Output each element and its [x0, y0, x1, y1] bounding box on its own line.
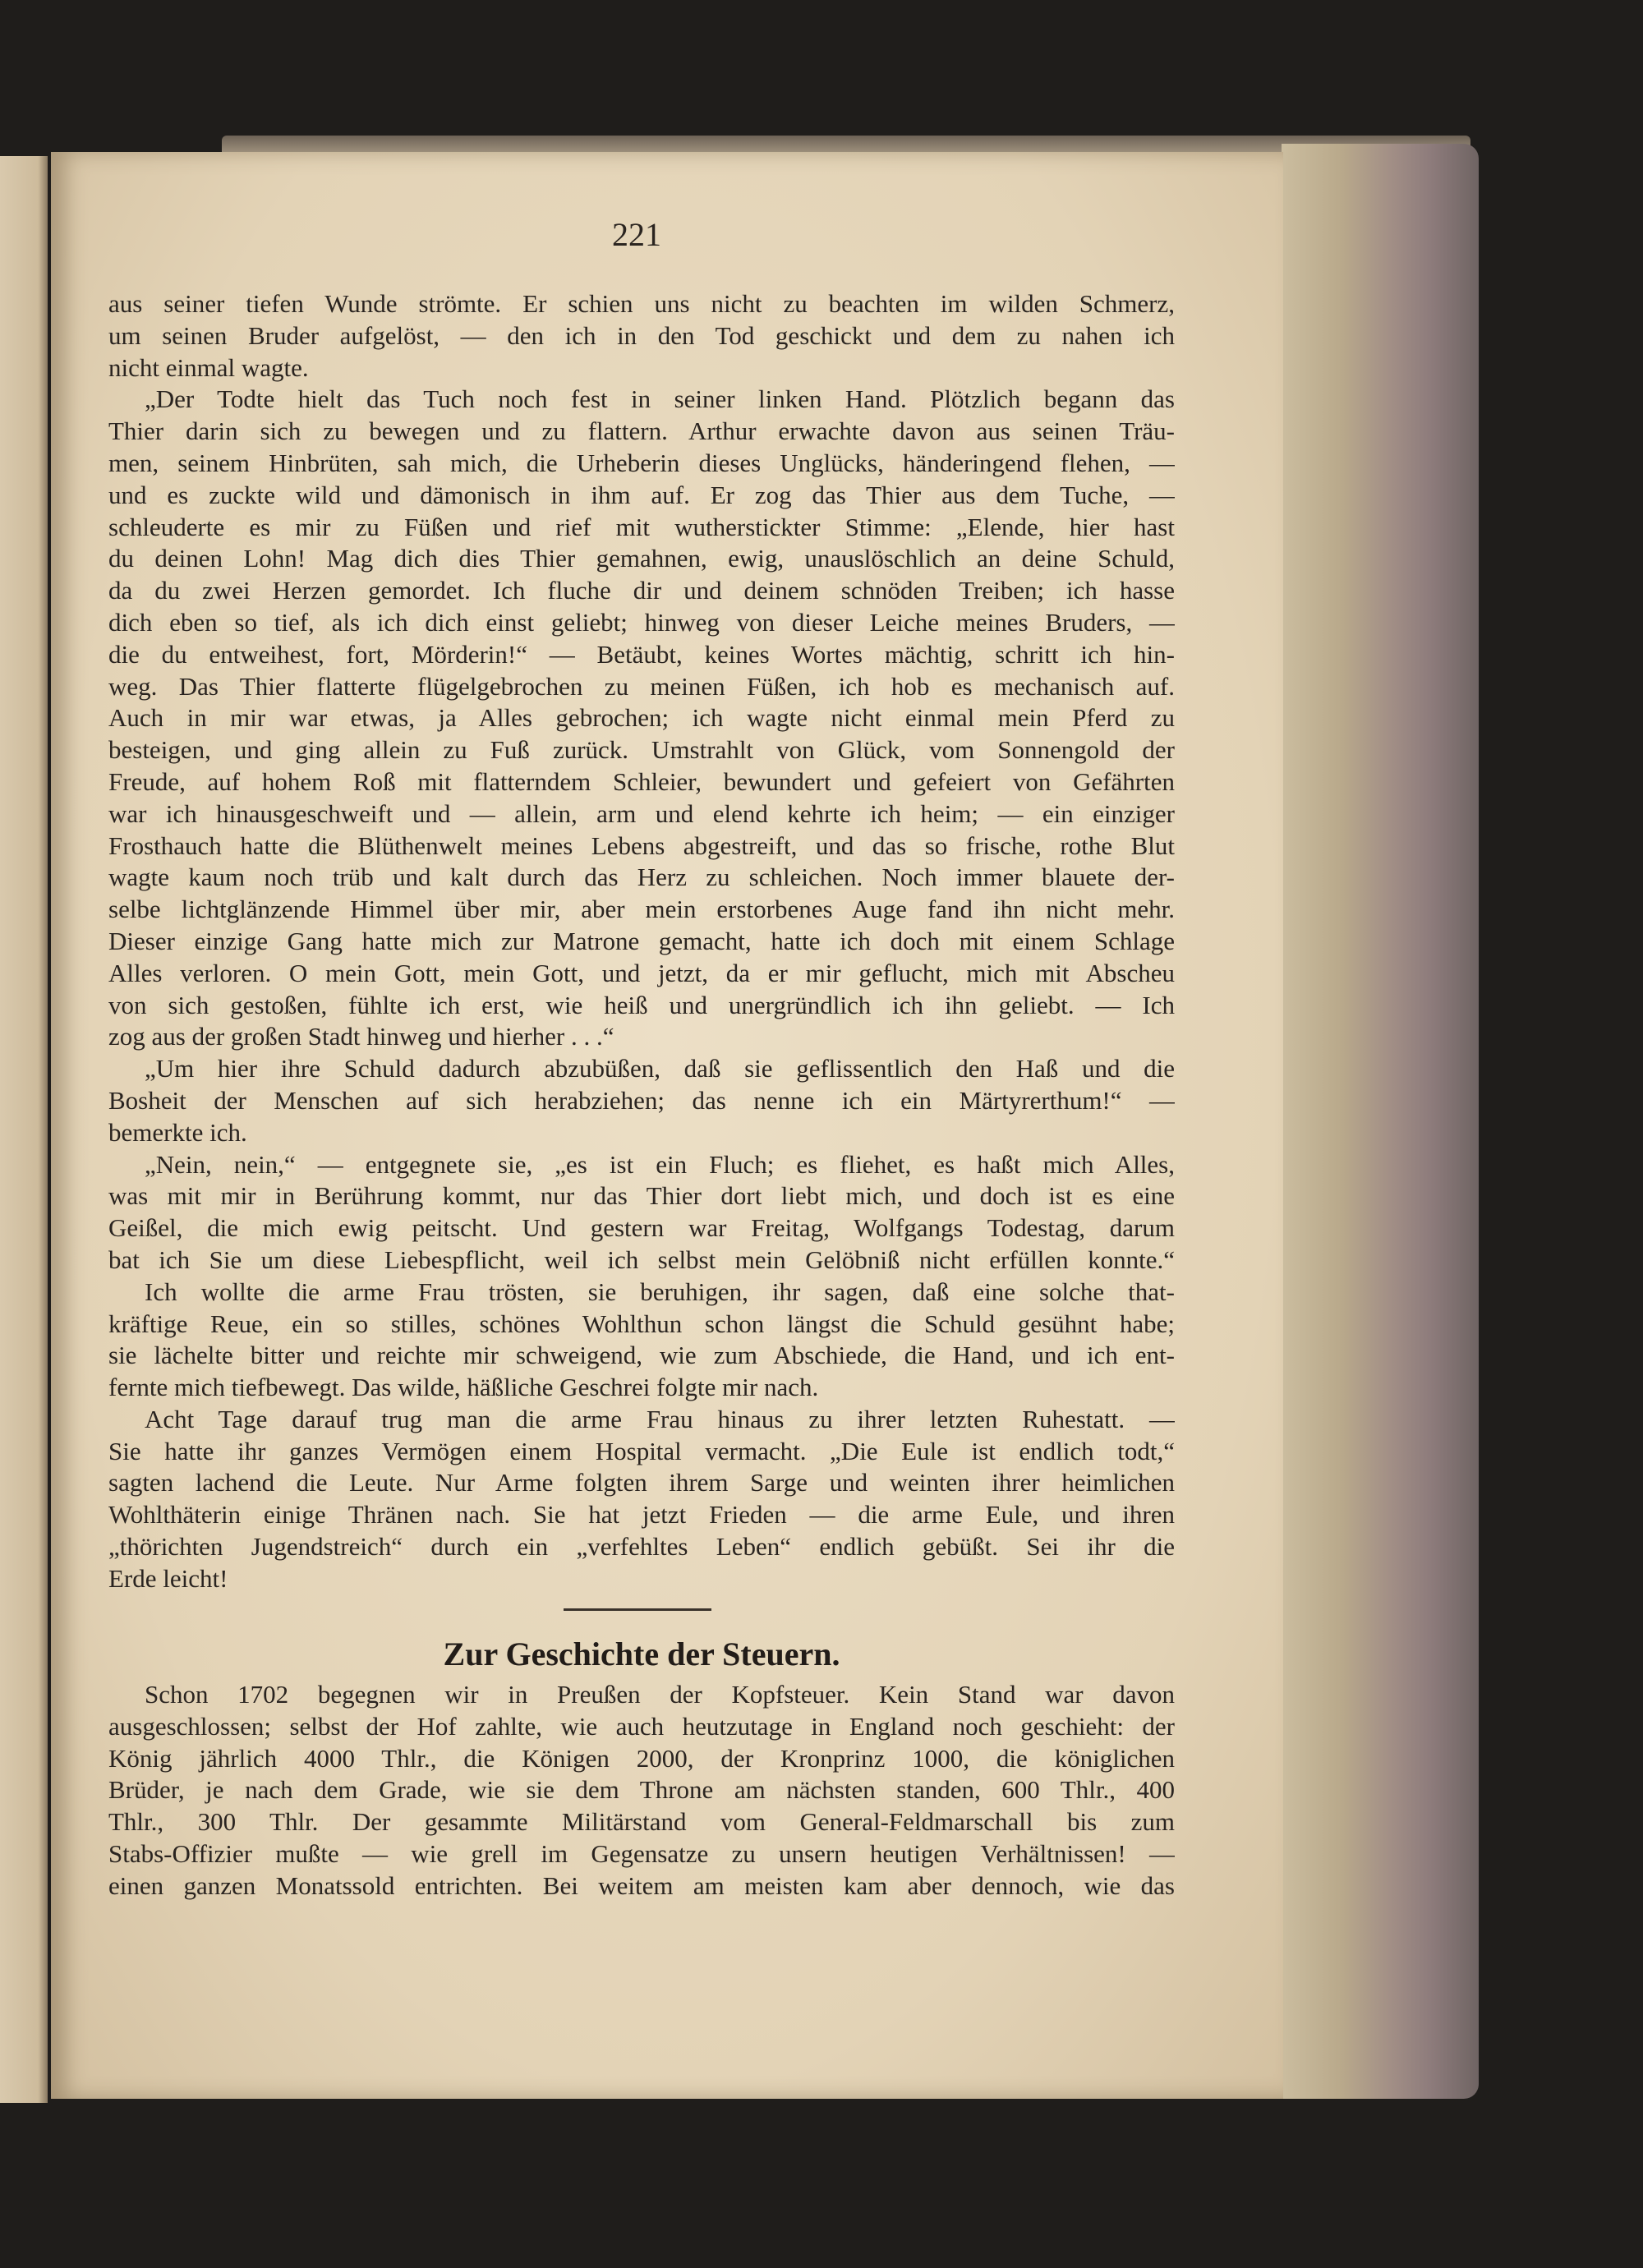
text-line: Bosheit der Menschen auf sich herabziehen; das nenne ich ein Märtyrerthum!“ —: [108, 1085, 1175, 1115]
text-line: Erde leicht!: [108, 1563, 228, 1593]
text-line: König jährlich 4000 Thlr., die Königen 2000, der Kronprinz 1000, die königlichen: [108, 1743, 1175, 1773]
text-line: da du zwei Herzen gemordet. Ich fluche dir und deinem schnöden Treiben; ich hasse: [108, 576, 1175, 605]
left-page-edge: [0, 156, 48, 2103]
page-number: 221: [612, 216, 661, 253]
text-line: Acht Tage darauf trug man die arme Frau hinaus zu ihrer letzten Ruhestatt. —: [145, 1404, 1175, 1433]
text-line: sagten lachend die Leute. Nur Arme folgten ihrem Sarge und weinten ihrer heimlichen: [108, 1468, 1175, 1497]
text-line: war ich hinausgeschweift und — allein, arm und elend kehrte ich heim; — ein einziger: [108, 798, 1175, 828]
text-line: schleuderte es mir zu Füßen und rief mit wutherstickter Stimme: „Elende, hier hast: [108, 512, 1175, 541]
page-stack-edges: [1282, 144, 1479, 2099]
text-line: du deinen Lohn! Mag dich dies Thier gemahnen, ewig, unauslöschlich an deine Schuld,: [108, 544, 1175, 573]
story-text: [108, 288, 1175, 1595]
section-divider: [564, 1608, 711, 1611]
text-line: sie lächelte bitter und reichte mir schweigend, wie zum Abschiede, die Hand, und ich ent-: [108, 1341, 1175, 1370]
text-line: nicht einmal wagte.: [108, 352, 309, 382]
text-line: einen ganzen Monatssold entrichten. Bei weitem am meisten kam aber dennoch, wie das: [108, 1870, 1175, 1900]
article-text: [108, 1679, 1175, 1902]
text-line: besteigen, und ging allein zu Fuß zurück. Umstrahlt von Glück, vom Sonnengold der: [108, 735, 1175, 765]
text-line: Ich wollte die arme Frau trösten, sie beruhigen, ihr sagen, daß eine solche that-: [145, 1277, 1175, 1306]
text-line: men, seinem Hinbrüten, sah mich, die Urheberin dieses Unglücks, händeringend flehen, —: [108, 448, 1175, 477]
text-line: was mit mir in Berührung kommt, nur das Thier dort liebt mich, und doch ist es eine: [108, 1181, 1175, 1211]
text-line: „Der Todte hielt das Tuch noch fest in seiner linken Hand. Plötzlich begann das: [145, 384, 1175, 414]
article-heading: Zur Geschichte der Steuern.: [443, 1635, 840, 1672]
text-line: „thörichten Jugendstreich“ durch ein „verfehltes Leben“ endlich gebüßt. Sei ihr die: [108, 1532, 1175, 1562]
text-line: weg. Das Thier flatterte flügelgebrochen zu meinen Füßen, ich hob es mechanisch auf.: [108, 671, 1175, 701]
text-line: Alles verloren. O mein Gott, mein Gott, und jetzt, da er mir geflucht, mich mit Abscheu: [108, 958, 1175, 987]
text-line: und es zuckte wild und dämonisch in ihm auf. Er zog das Thier aus dem Tuche, —: [108, 480, 1175, 509]
text-line: zog aus der großen Stadt hinweg und hierher . . .“: [108, 1022, 614, 1051]
text-line: Sie hatte ihr ganzes Vermögen einem Hospital vermacht. „Die Eule ist endlich todt,“: [108, 1436, 1175, 1465]
text-line: Stabs-Offizier mußte — wie grell im Gegensatze zu unsern heutigen Verhältnissen! —: [108, 1838, 1175, 1868]
text-line: selbe lichtglänzende Himmel über mir, aber mein erstorbenes Auge fand ihn nicht mehr.: [108, 895, 1175, 924]
text-line: aus seiner tiefen Wunde strömte. Er schien uns nicht zu beachten im wilden Schmerz,: [108, 289, 1175, 318]
text-line: bat ich Sie um diese Liebespflicht, weil ich selbst mein Gelöbniß nicht erfüllen konnte.“: [108, 1244, 1175, 1274]
text-line: Geißel, die mich ewig peitscht. Und gestern war Freitag, Wolfgangs Todestag, darum: [108, 1213, 1175, 1243]
text-line: Schon 1702 begegnen wir in Preußen der Kopfsteuer. Kein Stand war davon: [145, 1680, 1175, 1709]
text-line: Wohlthäterin einige Thränen nach. Sie hat jetzt Frieden — die arme Eule, und ihren: [108, 1500, 1175, 1530]
text-line: Freude, auf hohem Roß mit flatterndem Schleier, bewundert und gefeiert von Gefährten: [108, 766, 1175, 796]
text-line: um seinen Bruder aufgelöst, — den ich in den Tod geschickt und dem zu nahen ich: [108, 320, 1175, 350]
text-line: bemerkte ich.: [108, 1117, 247, 1147]
text-line: fernte mich tiefbewegt. Das wilde, häßliche Geschrei folgte mir nach.: [108, 1373, 819, 1402]
text-line: Dieser einzige Gang hatte mich zur Matrone gemacht, hatte ich doch mit einem Schlage: [108, 926, 1175, 955]
text-line: wagte kaum noch trüb und kalt durch das Herz zu schleichen. Noch immer blauete der-: [108, 863, 1175, 892]
text-line: kräftige Reue, ein so stilles, schönes Wohlthun schon längst die Schuld gesühnt habe;: [108, 1309, 1175, 1338]
text-line: „Nein, nein,“ — entgegnete sie, „es ist ein Fluch; es fliehet, es haßt mich Alles,: [145, 1149, 1175, 1179]
text-line: von sich gestoßen, fühlte ich erst, wie heiß und unergründlich ich ihn geliebt. — Ich: [108, 990, 1175, 1019]
text-line: Auch in mir war etwas, ja Alles gebrochen; ich wagte nicht einmal mein Pferd zu: [108, 703, 1175, 733]
text-line: Frosthauch hatte die Blüthenwelt meines Lebens abgestreift, und das so frische, rothe Blut: [108, 830, 1175, 860]
text-line: Thlr., 300 Thlr. Der gesammte Militärstand vom General-Feldmarschall bis zum: [108, 1807, 1175, 1837]
text-line: Thier darin sich zu bewegen und zu flattern. Arthur erwachte davon aus seinen Träu-: [108, 416, 1175, 446]
text-line: „Um hier ihre Schuld dadurch abzubüßen, daß sie geflissentlich den Haß und die: [145, 1054, 1175, 1083]
text-line: die du entweihest, fort, Mörderin!“ — Betäubt, keines Wortes mächtig, schritt ich hin-: [108, 639, 1175, 669]
text-line: ausgeschlossen; selbst der Hof zahlte, wie auch heutzutage in England noch geschieht: der: [108, 1711, 1175, 1741]
text-line: Brüder, je nach dem Grade, wie sie dem Throne am nächsten standen, 600 Thlr., 400: [108, 1775, 1175, 1805]
text-line: dich eben so tief, als ich dich einst geliebt; hinweg von dieser Leiche meines Bruders, —: [108, 607, 1175, 637]
